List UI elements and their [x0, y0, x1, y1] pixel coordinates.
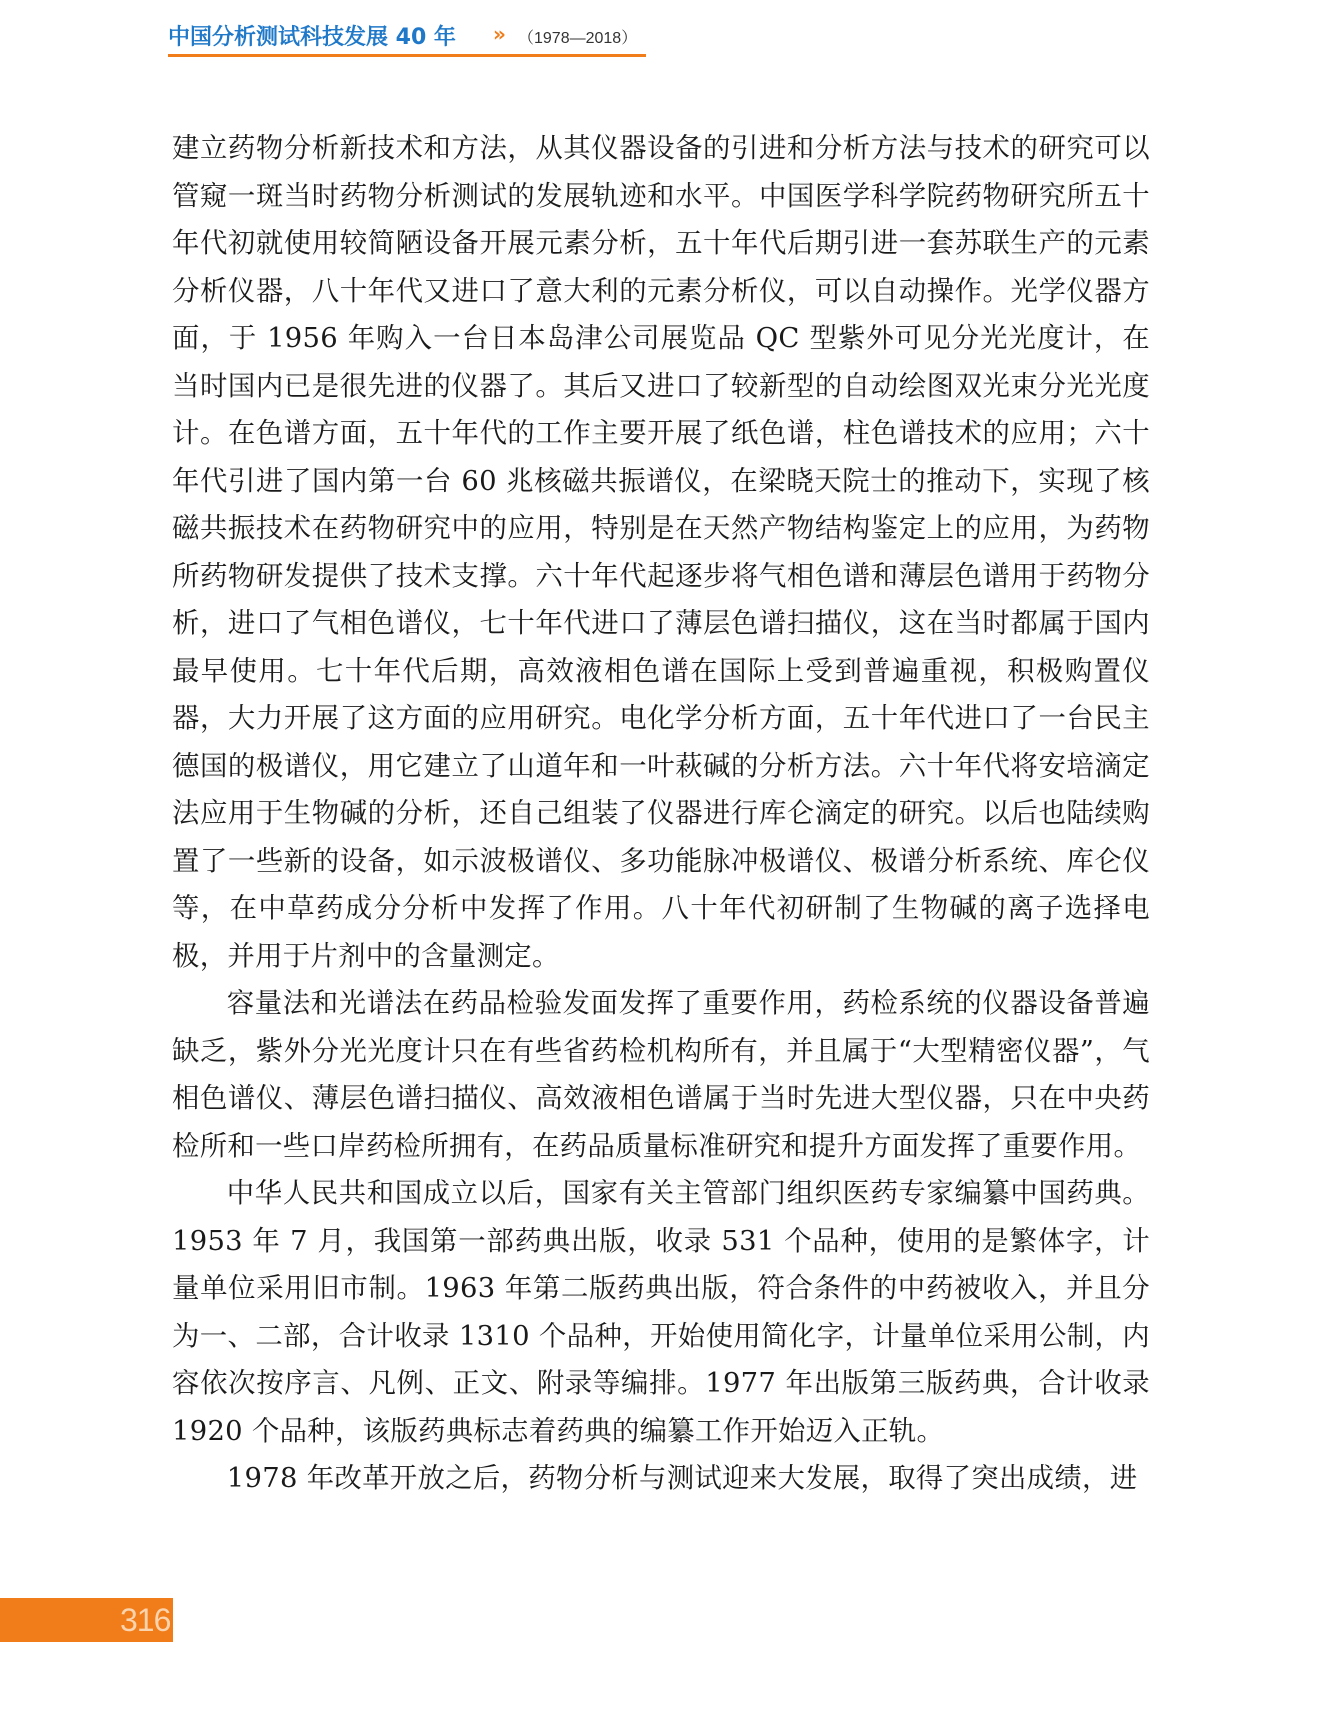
paragraph: 容量法和光谱法在药品检验发面发挥了重要作用，药检系统的仪器设备普遍缺乏，紫外分光光度计只在有些省药检机构所有，并且属于“大型精密仪器”，气相色谱仪、薄层色谱扫描仪、高效液相色谱属于当时先进大型仪器，只在中央药检所和一些口岸药检所拥有，在药品质量标准研究和提升方面发挥了重要作用。 [172, 988, 1150, 1162]
paragraph: 1978 年改革开放之后，药物分析与测试迎来大发展，取得了突出成绩，进 [226, 1463, 1138, 1494]
header-underline [168, 54, 646, 57]
body-text [172, 125, 1150, 1503]
paragraph: 中华人民共和国成立以后，国家有关主管部门组织医药专家编纂中国药典。1953 年 7 月，我国第一部药典出版，收录 531 个品种，使用的是繁体字，计量单位采用旧市制。1963 年第二版药典出版，符合条件的中药被收入，并且分为一、二部，合计收录 1310 个品种，开始使用简化字，计量单位采用公制，内容依次按序言、凡例、正文、附录等编排。1977 年出版第三版药典，合计收录 1920 个品种，该版药典标志着药典的编纂工作开始迈入正轨。 [172, 1178, 1150, 1447]
running-header [168, 14, 648, 60]
book-title: 中国分析测试科技发展 40 年 [168, 25, 456, 50]
page-number: 316 [120, 1602, 171, 1638]
paragraph-continued: 建立药物分析新技术和方法，从其仪器设备的引进和分析方法与技术的研究可以管窥一斑当时药物分析测试的发展轨迹和水平。中国医学科学院药物研究所五十年代初就使用较简陋设备开展元素分析，五十年代后期引进一套苏联生产的元素分析仪器，八十年代又进口了意大利的元素分析仪，可以自动操作。光学仪器方面，于 1956 年购入一台日本岛津公司展览品 QC 型紫外可见分光光度计，在当时国内已是很先进的仪器了。其后又进口了较新型的自动绘图双光束分光光度计。在色谱方面，五十年代的工作主要开展了纸色谱，柱色谱技术的应用；六十年代引进了国内第一台 60 兆核磁共振谱仪，在梁晓天院士的推动下，实现了核磁共振技术在药物研究中的应用，特别是在天然产物结构鉴定上的应用，为药物所药物研发提供了技术支撑。六十年代起逐步将气相色谱和薄层色谱用于药物分析，进口了气相色谱仪，七十年代进口了薄层色谱扫描仪，这在当时都属于国内最早使用。七十年代后期，高效液相色谱在国际上受到普遍重视，积极购置仪器，大力开展了这方面的应用研究。电化学分析方面，五十年代进口了一台民主德国的极谱仪，用它建立了山道年和一叶萩碱的分析方法。六十年代将安培滴定法应用于生物碱的分析，还自己组装了仪器进行库仑滴定的研究。以后也陆续购置了一些新的设备，如示波极谱仪、多功能脉冲极谱仪、极谱分析系统、库仑仪等，在中草药成分分析中发挥了作用。八十年代初研制了生物碱的离子选择电极，并用于片剂中的含量测定。 [172, 133, 1150, 972]
year-range: （1978—2018） [518, 30, 638, 47]
double-chevron-icon: » [493, 22, 506, 46]
